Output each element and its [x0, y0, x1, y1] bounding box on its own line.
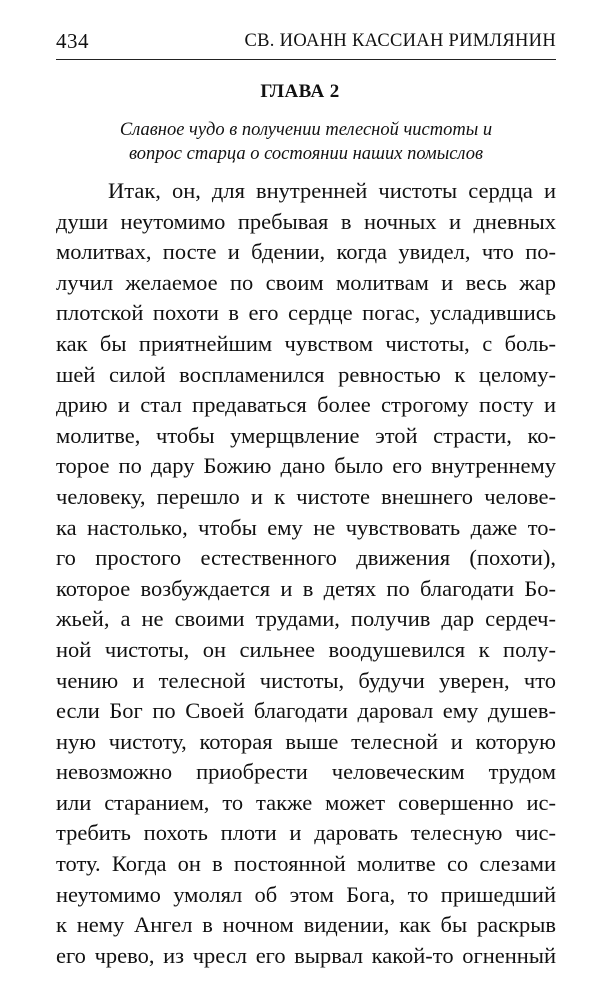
- body-paragraph: [56, 176, 556, 971]
- text-line: требить похоть плоти и даровать телесную чис-: [56, 820, 556, 846]
- text-line: его чрево, из чресл его вырвал какой-то огненный: [56, 942, 556, 968]
- text-line: которое возбуждается и в детях по благодати Бо-: [56, 575, 556, 601]
- text-line: неутомимо умолял об этом Бога, то пришедший: [56, 881, 556, 907]
- text-line: дрию и стал предаваться более строгому посту и: [56, 392, 556, 418]
- text-line: или старанием, то также может совершенно ис-: [56, 789, 556, 815]
- text-line: жьей, а не своими трудами, получив дар сердеч-: [56, 606, 556, 632]
- text-line: Итак, он, для внутренней чистоты сердца и: [108, 178, 556, 203]
- text-line: лучил желаемое по своим молитвам и весь жар: [56, 269, 556, 295]
- text-line: души неутомимо пребывая в ночных и дневных: [56, 208, 556, 234]
- text-line: торое по дару Божию дано было его внутреннему: [56, 453, 556, 479]
- text-line: молитвах, посте и бдении, когда увидел, что по-: [56, 239, 556, 265]
- text-line: плотской похоти в его сердце погас, усладившись: [56, 300, 556, 326]
- chapter-subtitle: [56, 118, 556, 166]
- page-header: [56, 28, 556, 58]
- chapter-title: ГЛАВА 2: [260, 81, 340, 102]
- text-line: к нему Ангел в ночном видении, как бы раскрыв: [56, 912, 556, 938]
- subtitle-line: Славное чудо в получении телесной чистоты и: [119, 120, 493, 140]
- header-rule: [56, 59, 556, 60]
- text-line: как бы приятнейшим чувством чистоты, с боль-: [56, 330, 556, 356]
- text-line: тоту. Когда он в постоянной молитве со слезами: [56, 851, 556, 877]
- page-number: 434: [56, 29, 89, 53]
- text-line: го простого естественного движения (похоти),: [56, 545, 556, 571]
- text-line: ной чистоты, он сильнее воодушевился к полу-: [56, 636, 556, 662]
- text-line: молитве, чтобы умерщвление этой страсти, ко-: [56, 422, 556, 448]
- running-title: СВ. ИОАНН КАССИАН РИМЛЯНИН: [244, 31, 556, 51]
- text-line: человеку, перешло и к чистоте внешнего челове-: [56, 483, 556, 509]
- text-line: чению и телесной чистоты, будучи уверен, что: [56, 667, 556, 693]
- text-line: если Бог по Своей благодати даровал ему душев-: [56, 698, 556, 724]
- text-line: невозможно приобрести человеческим трудом: [56, 759, 556, 785]
- text-line: шей силой воспламенился ревностью к целому-: [56, 361, 556, 387]
- text-line: ную чистоту, которая выше телесной и которую: [56, 728, 556, 754]
- text-line: ка настолько, чтобы ему не чувствовать даже то-: [56, 514, 556, 540]
- subtitle-line: вопрос старца о состоянии наших помыслов: [128, 144, 484, 164]
